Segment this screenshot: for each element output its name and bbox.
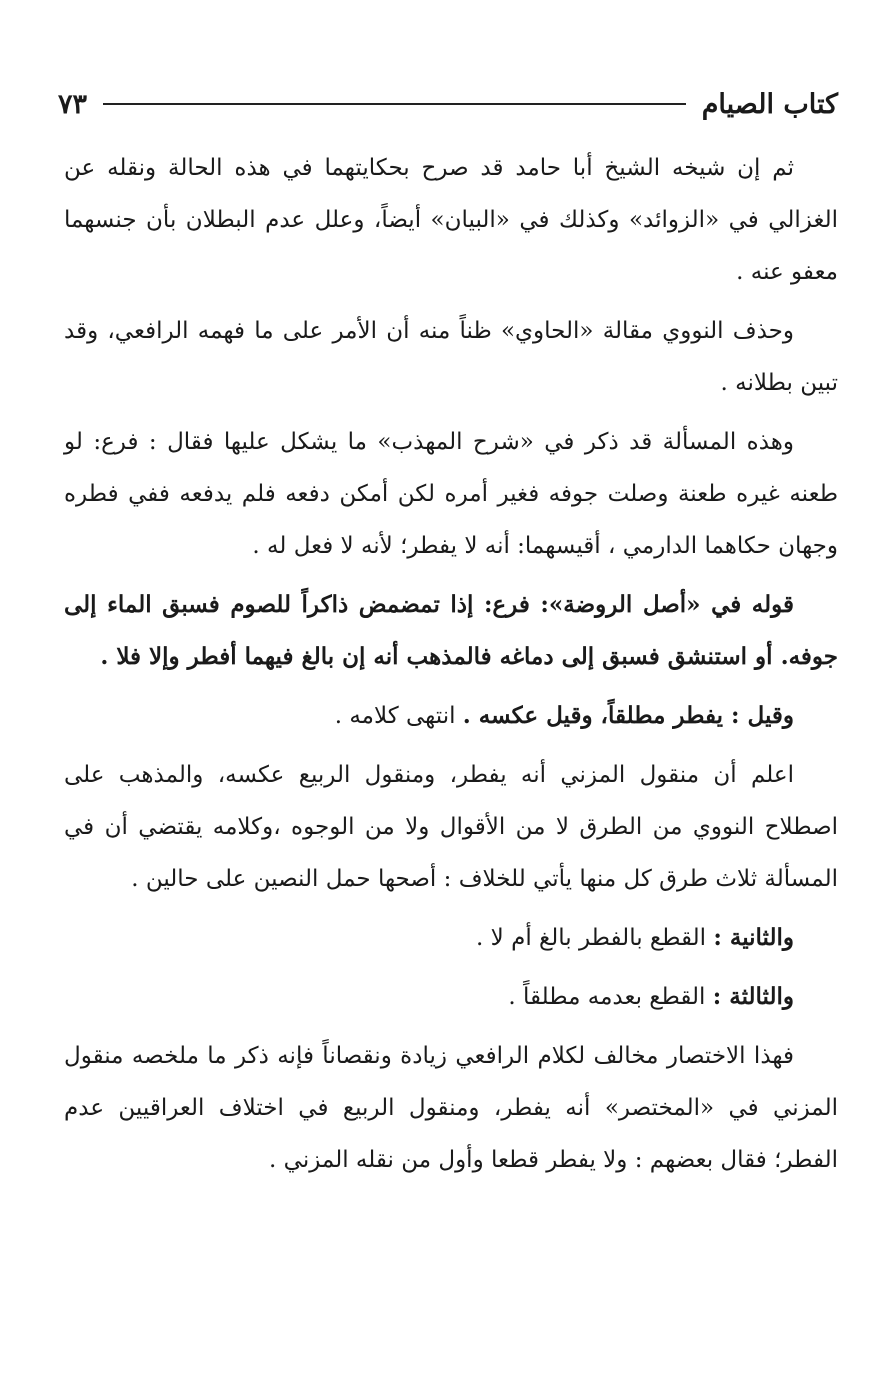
paragraph-text: وحذف النووي مقالة «الحاوي» ظناً منه أن الأمر على ما فهمه الرافعي، وقد تبين بطلانه . (64, 318, 838, 396)
paragraph (64, 142, 838, 298)
bold-lead: والثالثة : (712, 983, 794, 1010)
header-rule (103, 103, 686, 105)
paragraph (64, 749, 838, 905)
paragraph (64, 690, 838, 742)
paragraph (64, 912, 838, 964)
quoted-paragraph (64, 579, 838, 683)
bold-lead: وقيل : يفطر مطلقاً، وقيل عكسه . (462, 702, 794, 729)
paragraph-text: اعلم أن منقول المزني أنه يفطر، ومنقول الربيع عكسه، والمذهب على اصطلاح النووي من الطرق لا من الأقوال ولا من الوجوه ،وكلامه يقتضي أن في المسألة ثلاث طرق كل منها يأتي للخلاف : أصحها حمل النصين على حالين . (64, 762, 838, 892)
paragraph (64, 305, 838, 409)
page-number: ٧٣ (58, 88, 88, 120)
page-body (64, 142, 838, 1193)
paragraph-text: فهذا الاختصار مخالف لكلام الرافعي زيادة ونقصاناً فإنه ذكر ما ملخصه منقول المزني في «المختصر» أنه يفطر، ومنقول الربيع في اختلاف العراقيين عدم الفطر؛ فقال بعضهم : ولا يفطر قطعا وأول من نقله المزني . (64, 1043, 838, 1173)
paragraph-text: القطع بالفطر بالغ أم لا . (476, 925, 714, 951)
paragraph (64, 971, 838, 1023)
page-header (58, 84, 838, 124)
paragraph (64, 1030, 838, 1186)
paragraph (64, 416, 838, 572)
paragraph-text: ثم إن شيخه الشيخ أبا حامد قد صرح بحكايتهما في هذه الحالة ونقله عن الغزالي في «الزوائد» وكذلك في «البيان» أيضاً، وعلل عدم البطلان بأن جنسهما معفو عنه . (64, 155, 838, 285)
bold-lead: والثانية : (713, 924, 794, 951)
paragraph-text: قوله في «أصل الروضة»: فرع: إذا تمضمض ذاكراً للصوم فسبق الماء إلى جوفه. أو استنشق فسبق إلى دماغه فالمذهب أنه إن بالغ فيهما أفطر وإلا فلا . (64, 591, 838, 670)
paragraph-text: القطع بعدمه مطلقاً . (508, 984, 713, 1010)
paragraph-text: انتهى كلامه . (334, 703, 463, 729)
running-title: كتاب الصيام (701, 88, 838, 120)
paragraph-text: وهذه المسألة قد ذكر في «شرح المهذب» ما يشكل عليها فقال : فرع: لو طعنه غيره طعنة وصلت جوفه فغير أمره لكن أمكن دفعه فلم يدفعه ففي فطره وجهان حكاهما الدارمي ، أقيسهما: أنه لا يفطر؛ لأنه لا فعل له . (64, 429, 838, 559)
